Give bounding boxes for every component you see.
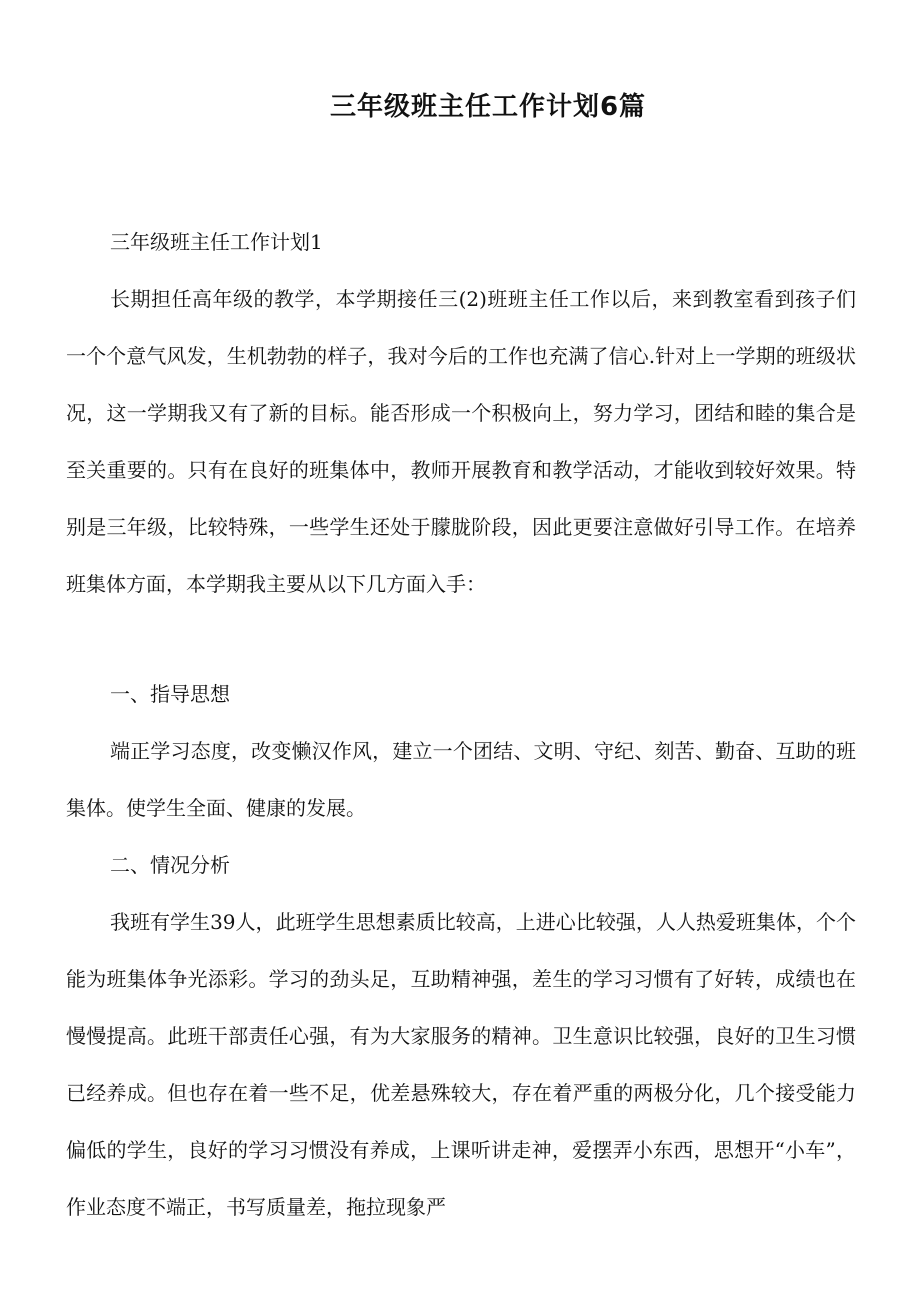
intro-paragraph: 长期担任高年级的教学，本学期接任三(2)班班主任工作以后，来到教室看到孩子们一个个意气风发，生机勃勃的样子，我对今后的工作也充满了信心.针对上一学期的班级状况，这一学期我又有了新的目标。能否形成一个积极向上，努力学习，团结和睦的集合是至关重要的。只有在良好的班集体中，教师开展教育和教学活动，才能收到较好效果。特别是三年级，比较特殊，一些学生还处于朦胧阶段，因此更要注意做好引导工作。在培养班集体方面，本学期我主要从以下几方面入手： [66,287,856,596]
section-body-guiding-idea: 端正学习态度，改变懒汉作风，建立一个团结、文明、守纪、刻苦、勤奋、互助的班集体。使学生全面、健康的发展。 [66,739,856,820]
plan-subtitle: 三年级班主任工作计划1 [110,230,323,254]
section-body-situation-analysis: 我班有学生39人，此班学生思想素质比较高，上进心比较强，人人热爱班集体，个个能为班集体争光添彩。学习的劲头足，互助精神强，差生的学习习惯有了好转，成绩也在慢慢提高。此班干部责任心强，有为大家服务的精神。卫生意识比较强，良好的卫生习惯已经养成。但也存在着一些不足，优差悬殊较大，存在着严重的两极分化，几个接受能力偏低的学生，良好的学习习惯没有养成，上课听讲走神，爱摆弄小东西，思想开“小车”，作业态度不端正，书写质量差，拖拉现象严 [66,910,856,1219]
section-heading-guiding-idea: 一、指导思想 [110,682,230,706]
page-title: 三年级班主任工作计划6篇 [329,92,647,122]
spacer [66,613,856,666]
document-body [66,214,856,1236]
section-heading-situation-analysis: 二、情况分析 [110,853,230,877]
